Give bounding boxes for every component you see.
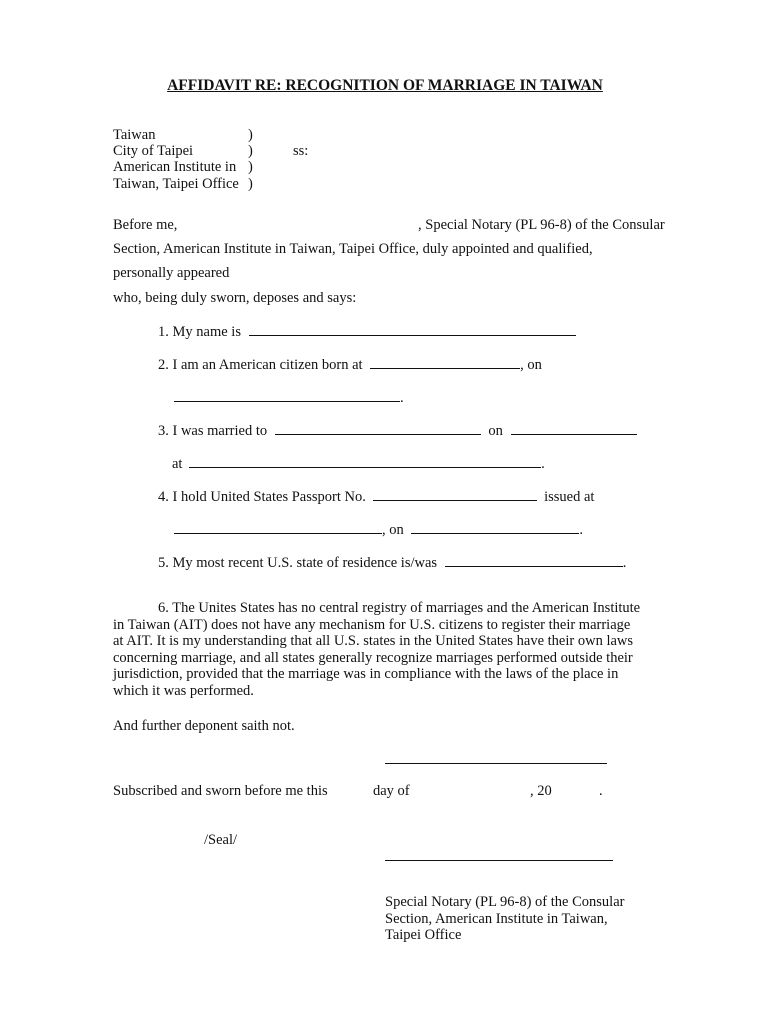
name-blank[interactable] [249, 322, 576, 336]
at-label: at [172, 456, 183, 472]
birthdate-blank[interactable] [174, 388, 400, 402]
item-4-label: 4. I hold United States Passport No. [158, 489, 366, 505]
passport-place-blank[interactable] [174, 520, 382, 534]
item-4-line2 [174, 520, 583, 539]
intro-line: Section, American Institute in Taiwan, Taipei Office, duly appointed and qualified, [113, 241, 593, 257]
year-label: , 20 [530, 783, 552, 799]
paragraph-6-text: 6. The Unites States has no central registry of marriages and the American Institute in Taiwan (AIT) does not have any mechanism for U.S. citizens to register their marriage at AIT. It is my understanding that all U.S. states in the United States have their own laws concerning marriage, and all states generally recognize marriages performed outside their jurisdiction, provided that the marriage was in compliance with the laws of the place in which it was performed. [113, 600, 641, 699]
marriage-place-blank[interactable] [189, 454, 541, 468]
venue-line: American Institute in [113, 159, 237, 175]
ss-label: ss: [293, 143, 309, 159]
item-2-line2 [174, 388, 404, 407]
item-5 [158, 553, 626, 572]
item-2-label: 2. I am an American citizen born at [158, 357, 363, 373]
notary-block-line: Special Notary (PL 96-8) of the Consular [385, 894, 625, 910]
before-me-text: Before me, [113, 217, 178, 233]
venue-paren: ) [248, 176, 253, 192]
notary-block-line: Taipei Office [385, 927, 462, 943]
item-3-line2 [172, 454, 545, 473]
venue-paren: ) [248, 127, 253, 143]
item-3-label: 3. I was married to [158, 423, 268, 439]
item-4 [158, 487, 594, 506]
day-of-label: day of [373, 783, 410, 799]
period: . [579, 522, 583, 538]
venue-paren: ) [248, 143, 253, 159]
notary-block-line: Section, American Institute in Taiwan, [385, 911, 608, 927]
deponent-signature-line[interactable] [385, 763, 607, 764]
seal-label: /Seal/ [204, 832, 238, 848]
period: . [622, 555, 627, 571]
venue-line: Taiwan, Taipei Office [113, 176, 239, 192]
passport-number-blank[interactable] [373, 487, 537, 501]
venue-paren: ) [248, 159, 253, 175]
venue-line: City of Taipei [113, 143, 194, 159]
subscribed-text: Subscribed and sworn before me this [113, 783, 328, 799]
closing-text: And further deponent saith not. [113, 718, 295, 734]
period: . [400, 390, 404, 406]
period: . [541, 456, 545, 472]
document-title: AFFIDAVIT RE: RECOGNITION OF MARRIAGE IN TAIWAN [167, 77, 603, 94]
on-label: , on [382, 522, 404, 538]
residence-state-blank[interactable] [445, 553, 623, 567]
on-label: , on [520, 357, 542, 373]
venue-line: Taiwan [113, 127, 156, 143]
period: . [599, 783, 603, 799]
item-2 [158, 355, 542, 374]
intro-line: personally appeared [113, 265, 230, 281]
on-label: on [488, 423, 503, 439]
spouse-blank[interactable] [275, 421, 481, 435]
notary-title-text: , Special Notary (PL 96-8) of the Consular [418, 217, 665, 233]
item-1-label: 1. My name is [158, 324, 241, 340]
passport-date-blank[interactable] [411, 520, 579, 534]
paragraph-6 [113, 600, 643, 699]
intro-line: who, being duly sworn, deposes and says: [113, 290, 357, 306]
item-1 [158, 322, 576, 341]
item-3 [158, 421, 637, 440]
birthplace-blank[interactable] [370, 355, 520, 369]
issued-at-label: issued at [544, 489, 595, 505]
marriage-date-blank[interactable] [511, 421, 637, 435]
item-5-label: 5. My most recent U.S. state of residence is/was [158, 555, 438, 571]
notary-signature-line[interactable] [385, 860, 613, 861]
